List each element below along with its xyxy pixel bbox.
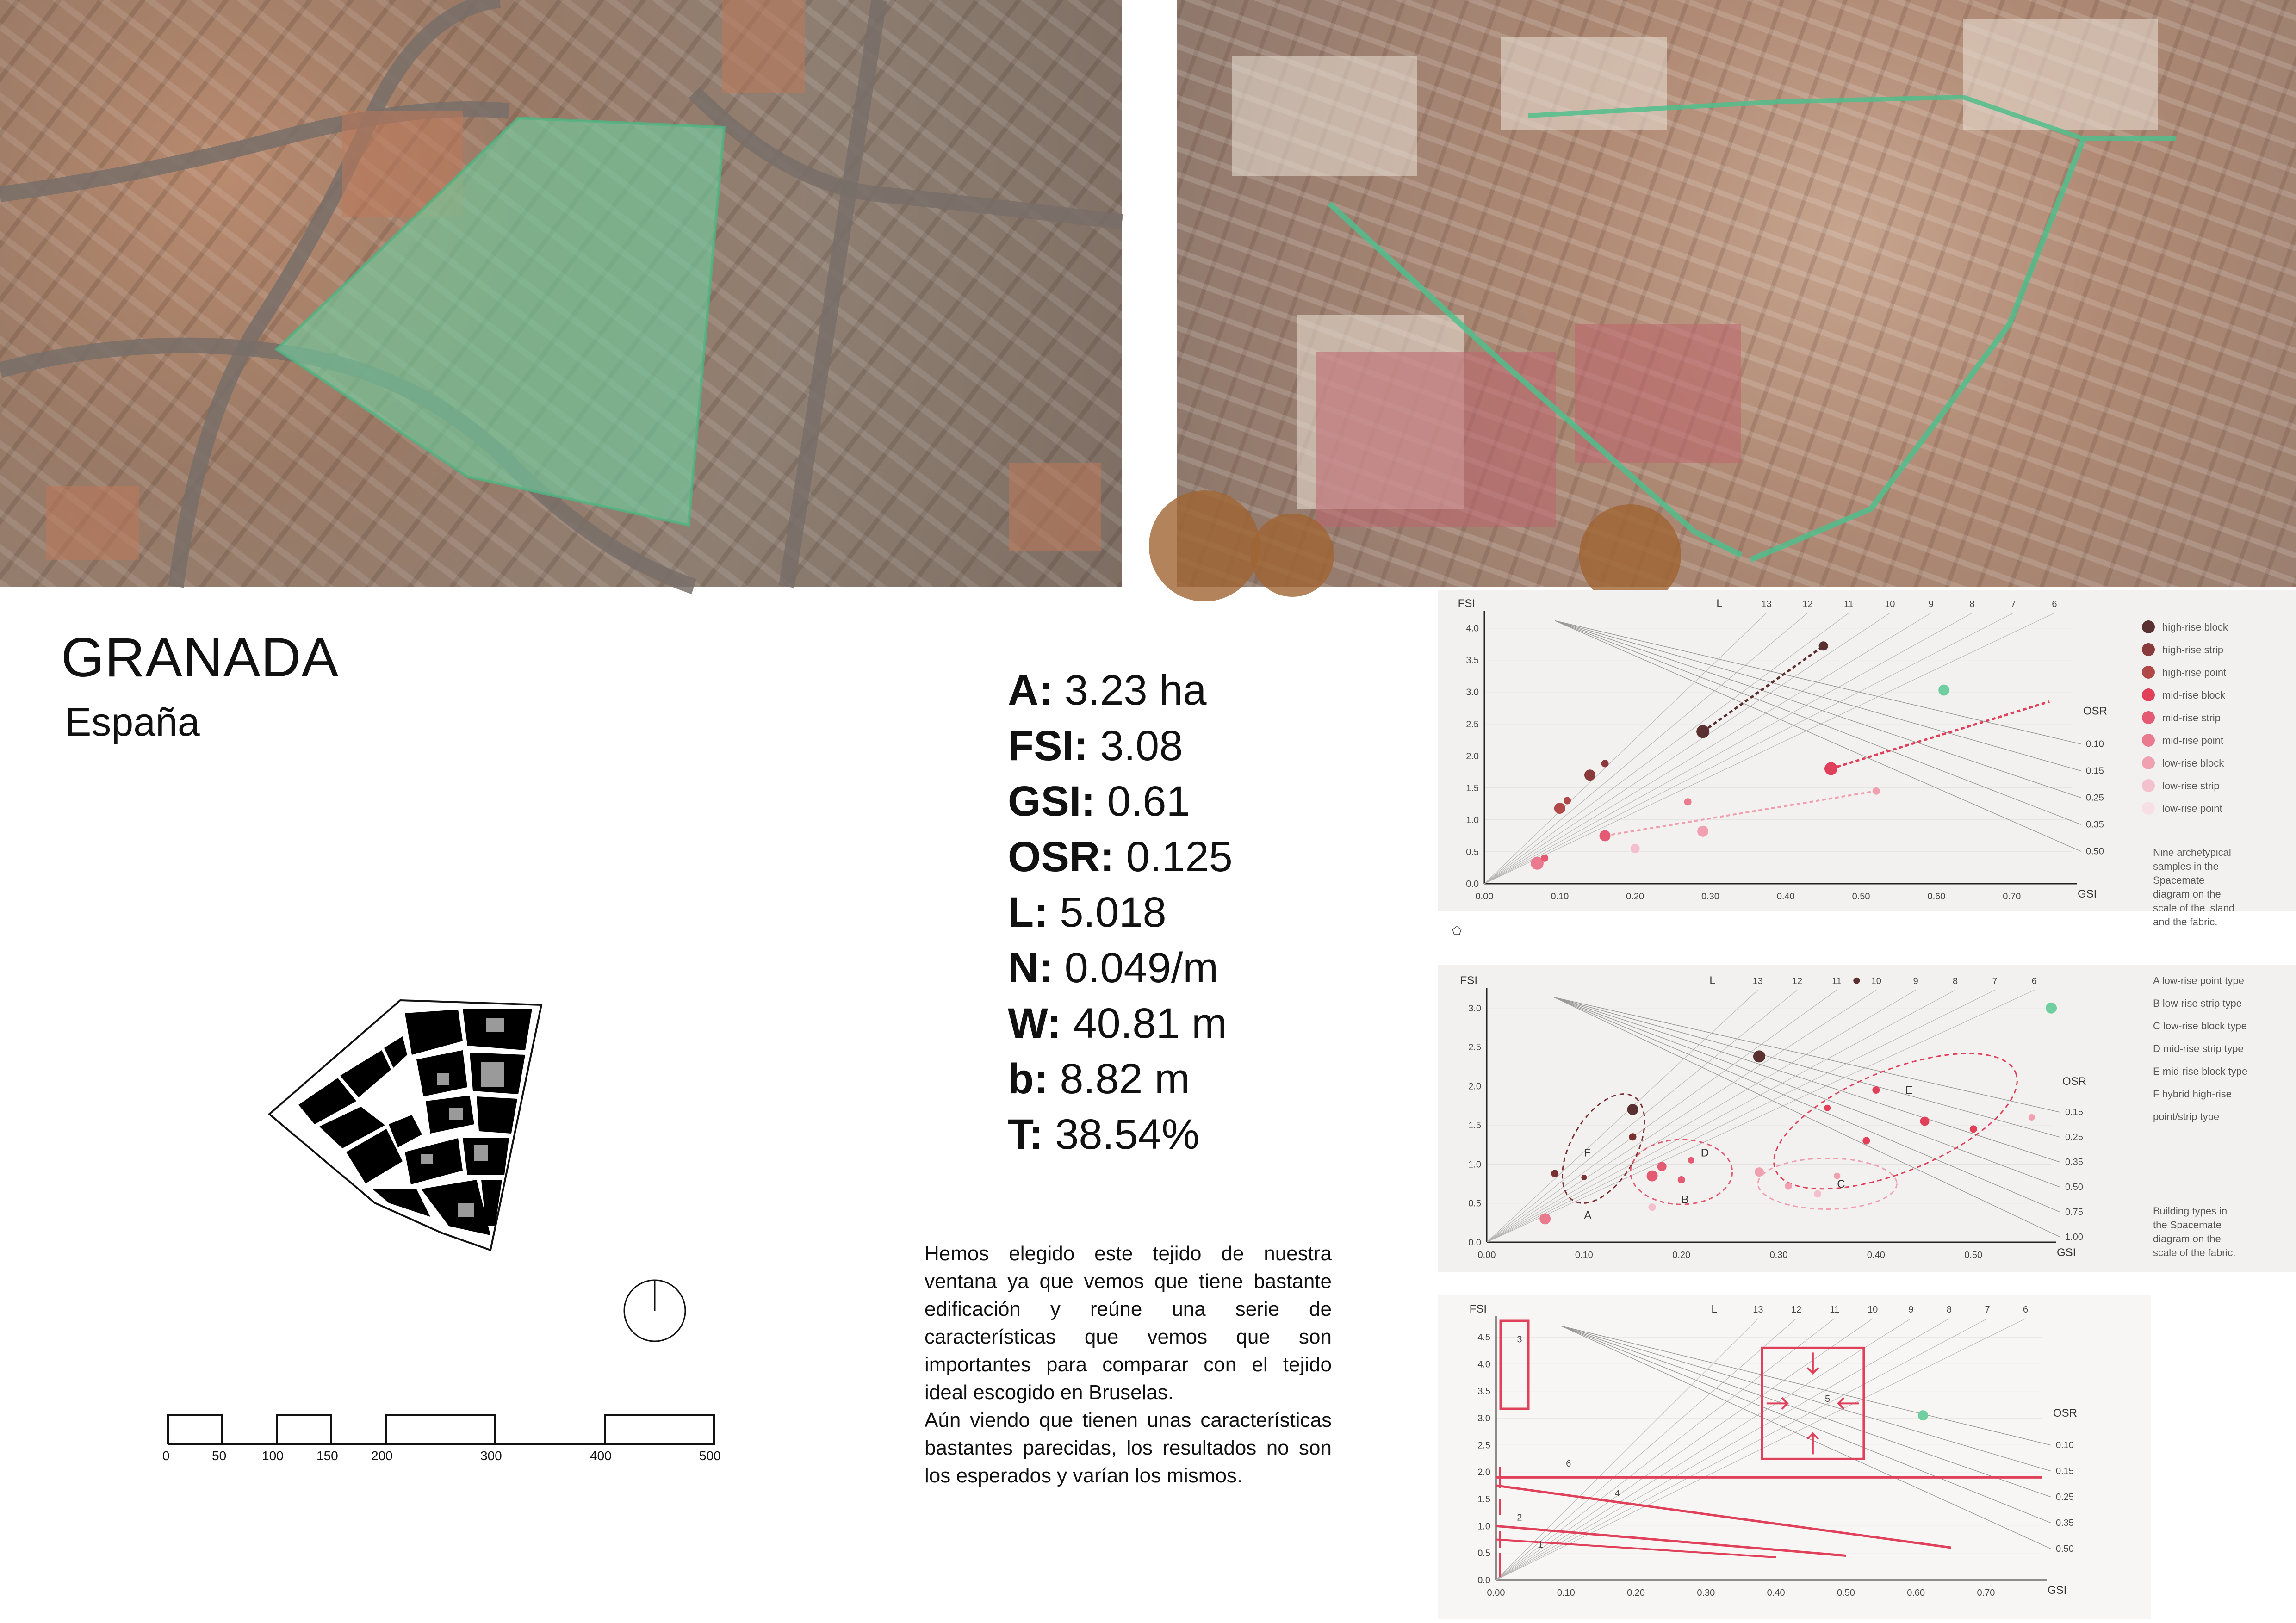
gsi-tick-label: 0.60 xyxy=(1927,892,1946,902)
legend-label: high-rise block xyxy=(2162,621,2228,633)
gsi-tick-label: 0.70 xyxy=(2003,892,2021,902)
fsi-tick-label: 2.5 xyxy=(1477,1440,1490,1451)
gsi-tick-label: 0.10 xyxy=(1551,892,1569,902)
data-point xyxy=(1629,1133,1637,1140)
data-point xyxy=(2046,1003,2057,1014)
gsi-tick-label: 0.50 xyxy=(1964,1250,1983,1260)
spacemate-chart-2 xyxy=(1438,965,2296,1272)
cluster-label: E xyxy=(1905,1084,1913,1097)
metric-value: 3.23 ha xyxy=(1064,667,1207,714)
osr-label: 0.25 xyxy=(2065,1132,2083,1143)
l-line xyxy=(1484,613,1808,884)
osr-line xyxy=(1555,621,2081,852)
chart-note: Building types in xyxy=(2153,1205,2228,1217)
metric-key: GSI: xyxy=(1008,778,1096,825)
fsi-tick-label: 1.5 xyxy=(1468,1120,1481,1131)
l-line xyxy=(1484,613,2054,884)
legend-label: A low-rise point type xyxy=(2153,975,2244,986)
arrow-up-icon xyxy=(1807,1433,1818,1454)
l-label: 13 xyxy=(1753,1305,1763,1315)
fsi-tick-label: 4.5 xyxy=(1477,1332,1490,1343)
data-point xyxy=(1853,978,1860,984)
fsi-tick-label: 0.5 xyxy=(1468,1198,1481,1209)
gsi-axis-label: GSI xyxy=(2048,1584,2067,1597)
gsi-tick-label: 0.60 xyxy=(1907,1588,1925,1598)
metric-key: T: xyxy=(1008,1111,1043,1158)
fsi-tick-label: 2.5 xyxy=(1466,719,1479,730)
osr-line xyxy=(1555,621,2081,798)
l-label: 9 xyxy=(1928,599,1934,609)
osr-line xyxy=(1562,1326,2051,1523)
spacemate-chart-1 xyxy=(1438,590,2296,937)
legend-marker xyxy=(2142,802,2155,815)
gsi-tick-label: 0.50 xyxy=(1837,1588,1855,1598)
metric-key: OSR: xyxy=(1008,833,1114,880)
data-point xyxy=(1581,1175,1587,1180)
metric-row xyxy=(1008,1051,1233,1107)
osr-label: 0.25 xyxy=(2086,793,2104,803)
zone-line xyxy=(1496,1486,1951,1548)
cluster-ellipse xyxy=(1545,1080,1662,1217)
l-line xyxy=(1487,990,1797,1242)
gsi-tick-label: 0.10 xyxy=(1557,1588,1575,1598)
metric-row xyxy=(1008,996,1233,1051)
aerial-photo xyxy=(0,0,1122,587)
chart-note: Spacemate xyxy=(2153,874,2205,886)
l-label: 9 xyxy=(1913,976,1918,986)
sample-line xyxy=(1831,701,2049,768)
osr-line xyxy=(1562,1326,2051,1497)
osr-label: 0.10 xyxy=(2086,739,2104,750)
osr-line xyxy=(1554,997,2060,1137)
fsi-tick-label: 2.0 xyxy=(1466,751,1479,762)
spacemate-chart-3 xyxy=(1438,1295,2151,1619)
l-axis-label: L xyxy=(1716,597,1723,610)
gsi-tick-label: 0.00 xyxy=(1475,892,1494,902)
fsi-tick-label: 1.5 xyxy=(1466,783,1479,793)
osr-line xyxy=(1555,621,2081,744)
osr-label: 0.50 xyxy=(2056,1543,2074,1554)
gsi-tick-label: 0.20 xyxy=(1672,1250,1691,1260)
osr-label: 0.75 xyxy=(2065,1207,2083,1218)
l-label: 13 xyxy=(1761,599,1772,609)
l-label: 8 xyxy=(1953,976,1958,986)
cluster-ellipse xyxy=(1758,1158,1897,1209)
fsi-tick-label: 0.0 xyxy=(1468,1238,1481,1248)
north-arrow-icon xyxy=(620,1276,689,1345)
zone-box xyxy=(1501,1321,1528,1409)
building-blocks xyxy=(298,1009,532,1235)
l-line xyxy=(1487,990,1916,1242)
fsi-tick-label: 0.5 xyxy=(1477,1548,1490,1559)
metric-row xyxy=(1008,663,1233,718)
data-point xyxy=(1657,1162,1667,1171)
metric-value: 5.018 xyxy=(1060,889,1167,936)
legend-label: B low-rise strip type xyxy=(2153,997,2242,1009)
osr-line xyxy=(1555,621,2081,825)
data-point xyxy=(2029,1114,2035,1121)
data-point xyxy=(1627,1104,1638,1115)
fsi-tick-label: 1.0 xyxy=(1477,1521,1490,1532)
data-point xyxy=(1824,762,1837,775)
fsi-tick-label: 1.0 xyxy=(1468,1159,1481,1170)
chart-note: the Spacemate xyxy=(2153,1219,2222,1231)
metric-key: N: xyxy=(1008,944,1053,991)
l-axis-label: L xyxy=(1709,974,1716,987)
description-paragraph: Hemos elegido este tejido de nuestra ventana ya que vemos que tiene bastante edificación y reúne una serie de características que vemos que son importantes para comparar con el tejido ideal escogido en Bruselas. xyxy=(925,1242,1332,1404)
l-label: 11 xyxy=(1830,1305,1839,1315)
l-line xyxy=(1484,613,1972,884)
metric-key: FSI: xyxy=(1008,722,1088,769)
l-label: 6 xyxy=(2052,599,2057,609)
data-point xyxy=(1920,1116,1930,1126)
l-label: 6 xyxy=(2031,976,2037,986)
gsi-tick-label: 0.40 xyxy=(1867,1250,1885,1260)
metric-key: W: xyxy=(1008,1000,1061,1047)
arrow-left-icon xyxy=(1838,1398,1859,1409)
legend-marker xyxy=(2142,643,2155,656)
chart-note: scale of the island xyxy=(2153,902,2235,914)
metric-value: 0.61 xyxy=(1107,778,1190,825)
osr-axis-label: OSR xyxy=(2083,705,2108,718)
data-point xyxy=(1539,1213,1551,1224)
oblique-photo-overlay xyxy=(1177,0,2296,587)
fsi-tick-label: 2.5 xyxy=(1468,1042,1481,1053)
osr-label: 1.00 xyxy=(2065,1232,2083,1243)
osr-label: 0.50 xyxy=(2086,846,2104,857)
sample-line xyxy=(1703,646,1824,731)
metric-value: 38.54% xyxy=(1055,1111,1200,1158)
chart-note: samples in the xyxy=(2153,861,2219,872)
data-point xyxy=(1684,798,1692,805)
l-line xyxy=(1484,613,1767,884)
data-point xyxy=(1697,826,1708,837)
l-label: 9 xyxy=(1908,1305,1914,1315)
l-line xyxy=(1487,990,1837,1242)
legend-marker xyxy=(2142,666,2155,679)
fsi-tick-label: 0.5 xyxy=(1466,847,1479,857)
osr-label: 0.10 xyxy=(2056,1440,2074,1450)
osr-line xyxy=(1555,621,2081,771)
data-point xyxy=(1541,855,1548,862)
scale-label: 100 xyxy=(262,1449,284,1463)
legend-label: F hybrid high-rise xyxy=(2153,1088,2232,1100)
data-point xyxy=(1872,1086,1880,1094)
data-point xyxy=(1688,1157,1694,1164)
cluster-label: D xyxy=(1700,1146,1709,1159)
data-point xyxy=(1696,725,1709,738)
l-line xyxy=(1484,613,1849,884)
legend-label: mid-rise point xyxy=(2162,735,2224,746)
metric-row xyxy=(1008,940,1233,996)
legend-marker xyxy=(2142,734,2155,747)
gsi-tick-label: 0.40 xyxy=(1776,892,1795,902)
scale-label: 500 xyxy=(699,1449,721,1463)
gsi-axis-label: GSI xyxy=(2078,888,2097,900)
gsi-axis-label: GSI xyxy=(2057,1246,2076,1259)
data-point xyxy=(1551,1170,1558,1177)
metric-key: b: xyxy=(1008,1055,1048,1103)
l-line xyxy=(1484,613,1890,884)
cluster-label: F xyxy=(1584,1146,1591,1159)
data-point xyxy=(1918,1410,1928,1420)
l-line xyxy=(1496,1319,1758,1580)
l-line xyxy=(1496,1319,2026,1580)
chart-note: diagram on the xyxy=(2153,888,2221,900)
metric-row xyxy=(1008,718,1233,774)
l-label: 7 xyxy=(1992,976,1998,986)
pentagon-icon: ⬠ xyxy=(1452,925,1462,937)
osr-line xyxy=(1554,997,2060,1237)
legend-label: point/strip type xyxy=(2153,1111,2220,1122)
fsi-tick-label: 4.0 xyxy=(1466,623,1479,634)
gsi-tick-label: 0.10 xyxy=(1575,1250,1593,1260)
l-line xyxy=(1487,990,1758,1242)
data-point xyxy=(1785,1183,1792,1190)
data-point xyxy=(1970,1125,1977,1133)
fsi-tick-label: 3.5 xyxy=(1466,655,1479,666)
legend-label: mid-rise strip xyxy=(2162,712,2221,724)
data-point xyxy=(1824,1105,1831,1111)
metric-value: 40.81 m xyxy=(1073,1000,1227,1047)
l-line xyxy=(1487,990,2034,1242)
sample-line xyxy=(1605,791,1876,836)
l-line xyxy=(1487,990,1955,1242)
data-point xyxy=(1601,760,1609,767)
gsi-tick-label: 0.70 xyxy=(1977,1588,1995,1598)
osr-label: 0.15 xyxy=(2065,1107,2083,1118)
legend-label: E mid-rise block type xyxy=(2153,1065,2248,1077)
osr-label: 0.50 xyxy=(2065,1182,2083,1193)
legend-marker xyxy=(2142,711,2155,724)
scale-label: 0 xyxy=(162,1449,170,1463)
data-point xyxy=(1564,797,1571,804)
zone-label: 4 xyxy=(1615,1488,1620,1499)
l-label: 7 xyxy=(2011,599,2016,609)
data-point xyxy=(1600,830,1611,841)
osr-line xyxy=(1554,997,2060,1187)
osr-line xyxy=(1562,1326,2051,1549)
cluster-label: A xyxy=(1584,1209,1592,1222)
l-label: 11 xyxy=(1844,599,1854,609)
metric-key: A: xyxy=(1008,667,1053,714)
fsi-tick-label: 1.0 xyxy=(1466,815,1479,825)
l-label: 10 xyxy=(1871,976,1881,986)
metric-row xyxy=(1008,1107,1233,1162)
zone-label: 6 xyxy=(1566,1459,1571,1469)
data-point xyxy=(1631,844,1640,853)
data-point xyxy=(1938,685,1949,696)
metric-value: 8.82 m xyxy=(1060,1055,1190,1103)
fsi-axis-label: FSI xyxy=(1458,597,1475,610)
legend-label: low-rise block xyxy=(2162,757,2224,769)
metric-row xyxy=(1008,829,1233,885)
oblique-photo xyxy=(1177,0,2296,587)
zone-label: 2 xyxy=(1517,1512,1522,1523)
scale-label: 50 xyxy=(212,1449,227,1463)
osr-label: 0.15 xyxy=(2056,1466,2074,1476)
l-label: 10 xyxy=(1885,599,1895,609)
data-point xyxy=(1814,1190,1821,1197)
metric-value: 0.125 xyxy=(1126,833,1233,880)
spacemate-chart-1-svg xyxy=(1438,590,2296,937)
description-paragraph: Aún viendo que tienen unas características bastantes parecidas, los resultados no son los esperados y varían los mismos. xyxy=(925,1409,1332,1487)
chart-note: diagram on the xyxy=(2153,1233,2221,1245)
l-label: 7 xyxy=(1985,1305,1990,1315)
scale-bar-graphic xyxy=(160,1413,726,1446)
osr-label: 0.15 xyxy=(2086,766,2104,776)
spacemate-chart-2-svg xyxy=(1438,965,2296,1272)
l-label: 12 xyxy=(1802,599,1813,609)
scale-label: 200 xyxy=(371,1449,393,1463)
gsi-tick-label: 0.40 xyxy=(1767,1588,1785,1598)
data-point xyxy=(1862,1137,1870,1145)
fsi-tick-label: 2.0 xyxy=(1477,1467,1490,1478)
l-axis-label: L xyxy=(1711,1303,1718,1315)
description-text xyxy=(925,1240,1332,1490)
fsi-tick-label: 2.0 xyxy=(1468,1081,1481,1092)
l-label: 6 xyxy=(2023,1305,2029,1315)
legend-marker xyxy=(2142,756,2155,769)
gsi-tick-label: 0.00 xyxy=(1477,1250,1496,1260)
zone-label: 5 xyxy=(1825,1394,1831,1404)
page-subtitle: España xyxy=(65,700,200,744)
data-point xyxy=(1554,803,1565,814)
metric-row xyxy=(1008,774,1233,829)
site-plan xyxy=(264,985,551,1263)
data-point xyxy=(1678,1176,1685,1183)
aerial-photo-overlay xyxy=(0,0,1122,587)
fsi-tick-label: 0.0 xyxy=(1477,1575,1490,1586)
scale-label: 150 xyxy=(316,1449,338,1463)
scale-bar xyxy=(160,1413,726,1469)
scale-label: 300 xyxy=(480,1449,502,1463)
legend-marker xyxy=(2142,688,2155,701)
chart-note: Nine archetypical xyxy=(2153,847,2231,858)
metric-value: 3.08 xyxy=(1100,722,1183,769)
l-line xyxy=(1496,1319,1873,1580)
gsi-tick-label: 0.20 xyxy=(1626,892,1644,902)
legend-label: C low-rise block type xyxy=(2153,1020,2247,1032)
osr-label: 0.25 xyxy=(2056,1492,2074,1502)
fsi-axis-label: FSI xyxy=(1469,1303,1487,1315)
data-point xyxy=(1753,1050,1765,1062)
l-label: 12 xyxy=(1792,976,1803,986)
osr-line xyxy=(1562,1326,2051,1445)
gsi-tick-label: 0.50 xyxy=(1852,892,1870,902)
fsi-tick-label: 4.0 xyxy=(1477,1359,1490,1370)
data-point xyxy=(1819,641,1828,650)
l-label: 8 xyxy=(1946,1305,1952,1315)
legend-marker xyxy=(2142,779,2155,792)
fsi-axis-label: FSI xyxy=(1460,974,1477,987)
fsi-tick-label: 3.0 xyxy=(1477,1413,1490,1424)
gsi-tick-label: 0.30 xyxy=(1701,892,1719,902)
osr-label: 0.35 xyxy=(2056,1518,2074,1528)
fsi-tick-label: 0.0 xyxy=(1466,879,1479,889)
chart-note: scale of the fabric. xyxy=(2153,1247,2236,1258)
fsi-tick-label: 1.5 xyxy=(1477,1494,1490,1505)
osr-label: 0.35 xyxy=(2065,1157,2083,1168)
legend-label: mid-rise block xyxy=(2162,689,2225,701)
spacemate-chart-3-svg xyxy=(1438,1295,2151,1619)
osr-label: 0.35 xyxy=(2086,819,2104,830)
legend-label: D mid-rise strip type xyxy=(2153,1043,2244,1054)
legend-label: low-rise point xyxy=(2162,803,2222,814)
data-point xyxy=(1873,787,1880,795)
cluster-label: B xyxy=(1681,1193,1689,1206)
l-line xyxy=(1496,1319,1949,1580)
data-point xyxy=(1584,769,1595,781)
legend-label: high-rise strip xyxy=(2162,644,2224,656)
metric-key: L: xyxy=(1008,889,1048,936)
gsi-tick-label: 0.30 xyxy=(1697,1588,1715,1598)
metric-row xyxy=(1008,885,1233,940)
scale-label: 400 xyxy=(590,1449,612,1463)
chart-note: and the fabric. xyxy=(2153,916,2218,928)
fsi-tick-label: 3.5 xyxy=(1477,1386,1490,1397)
l-label: 8 xyxy=(1969,599,1975,609)
l-label: 10 xyxy=(1868,1305,1878,1315)
osr-axis-label: OSR xyxy=(2053,1407,2078,1420)
zone-label: 3 xyxy=(1517,1334,1522,1345)
legend-marker xyxy=(2142,620,2155,633)
data-point xyxy=(1755,1167,1764,1177)
osr-axis-label: OSR xyxy=(2062,1075,2087,1088)
gsi-tick-label: 0.00 xyxy=(1487,1588,1505,1598)
data-point xyxy=(1649,1203,1656,1211)
l-label: 11 xyxy=(1832,976,1842,986)
l-label: 12 xyxy=(1791,1305,1802,1315)
gsi-tick-label: 0.30 xyxy=(1769,1250,1788,1260)
metrics-list xyxy=(1008,663,1233,1162)
data-point xyxy=(1647,1171,1658,1182)
fsi-tick-label: 3.0 xyxy=(1466,687,1479,698)
page-title: GRANADA xyxy=(61,626,339,688)
legend-label: high-rise point xyxy=(2162,667,2227,678)
l-line xyxy=(1484,613,1931,884)
l-label: 13 xyxy=(1752,976,1763,986)
zone-label: 1 xyxy=(1538,1540,1543,1550)
l-line xyxy=(1496,1319,1911,1580)
metric-value: 0.049/m xyxy=(1064,944,1219,991)
cluster-label: C xyxy=(1837,1177,1845,1190)
fsi-tick-label: 3.0 xyxy=(1468,1003,1481,1014)
gsi-tick-label: 0.20 xyxy=(1627,1588,1645,1598)
legend-label: low-rise strip xyxy=(2162,780,2220,792)
